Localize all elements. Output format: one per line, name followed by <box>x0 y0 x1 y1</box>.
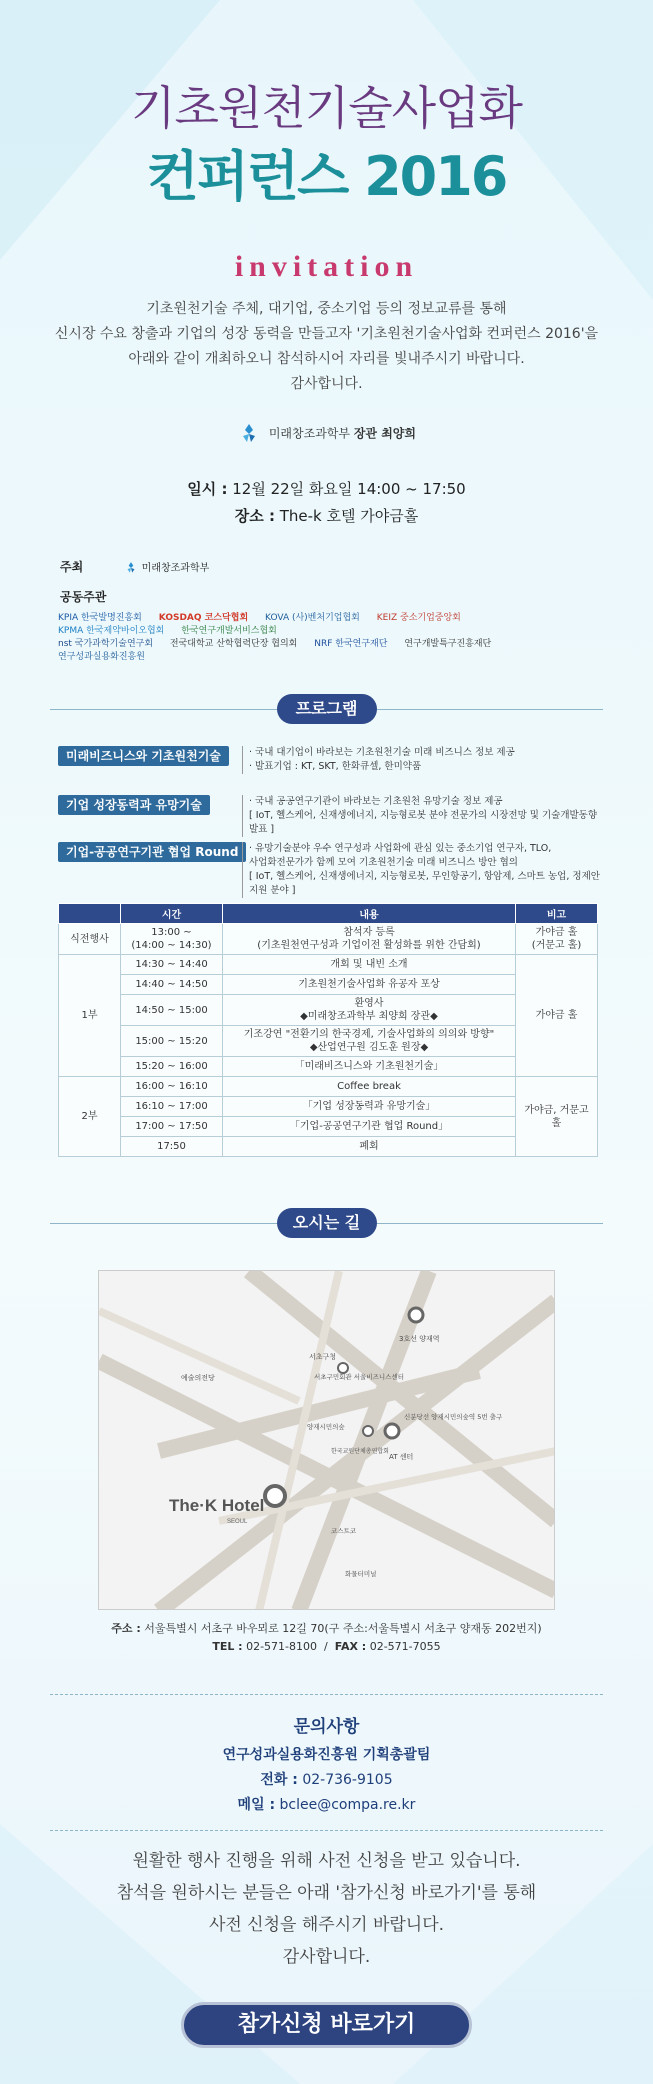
intro-text <box>0 297 653 397</box>
directions-title: 오시는 길 <box>277 1208 377 1238</box>
program-tag: 기업 성장동력과 유망기술 <box>58 795 210 815</box>
map-label-kpa: 한국교원단체총연합회 <box>331 1448 389 1455</box>
session-content: 「기업 성장동력과 유망기술」 <box>223 1097 516 1117</box>
map-label-station2: 신분당선 양재시민의숲역 5번 출구 <box>404 1413 503 1421</box>
tel-number: 02-571-8100 <box>246 1640 318 1653</box>
map-hotel-name: The·K Hotel <box>169 1496 265 1515</box>
col-header: 시간 <box>121 904 223 924</box>
contact-org: 연구성과실용화진흥원 기획총괄팀 <box>222 1747 431 1763</box>
logo-compa: 연구성과실용화진흥원 <box>58 652 145 662</box>
session-time: 14:30 ~ 14:40 <box>121 955 223 975</box>
logo-kpia: KPIA 한국발명진흥회 <box>58 613 142 623</box>
session-content: 환영사 ◆미래창조과학부 최양희 장관◆ <box>223 995 516 1026</box>
phone-label: 전화 : <box>260 1772 298 1788</box>
session-label: 식전행사 <box>59 924 121 955</box>
session-time: 15:20 ~ 16:00 <box>121 1057 223 1077</box>
mail-label: 메일 : <box>237 1797 276 1813</box>
notice-text <box>0 1845 653 1973</box>
place-label: 장소 : <box>234 507 275 525</box>
session-time: 15:00 ~ 15:20 <box>121 1026 223 1057</box>
session-note: 가야금 홀 (거문고 홀) <box>516 924 598 955</box>
sender-title: 장관 최양희 <box>353 426 416 441</box>
session-content: 폐회 <box>223 1137 516 1157</box>
table-row <box>59 924 598 955</box>
directions-section-header <box>50 1208 603 1238</box>
logo-nst: nst 국가과학기술연구회 <box>58 639 154 649</box>
address-text: 서울특별시 서초구 바우뫼로 12길 70(구 주소:서울특별시 서초구 양재동 202번지) <box>144 1622 542 1635</box>
host-label: 주최 <box>60 560 84 574</box>
contact-block <box>0 1712 653 1818</box>
session-content: 기조강연 "전환기의 한국경제, 기술사업화의 의의와 방향" ◆산업연구원 김도훈 원장◆ <box>223 1026 516 1057</box>
session-time: 16:00 ~ 16:10 <box>121 1077 223 1097</box>
logo-kova: KOVA (사)벤처기업협회 <box>265 613 360 623</box>
ministry-logo-icon <box>237 422 261 446</box>
contact-phone: 02-736-9105 <box>302 1772 393 1788</box>
event-place: The-k 호텔 가야금홀 <box>279 507 419 525</box>
col-header <box>59 904 121 924</box>
table-row <box>59 1077 598 1097</box>
tel-label: TEL : <box>212 1640 243 1653</box>
logo-university: 전국대학교 산학협력단장 협의회 <box>169 639 298 649</box>
apply-button[interactable]: 참가신청 바로가기 <box>181 2002 472 2048</box>
ministry-logo-icon <box>124 561 138 575</box>
event-info <box>0 476 653 530</box>
map-label-coast: 코스트코 <box>331 1527 357 1535</box>
divider <box>50 1694 603 1695</box>
program-tag: 미래비즈니스와 기초원천기술 <box>58 746 229 766</box>
title-line2: 컨퍼런스 2016 <box>146 145 507 208</box>
table-header-row <box>59 904 598 924</box>
title-line1: 기초원천기술사업화 <box>131 81 522 135</box>
session-content: Coffee break <box>223 1077 516 1097</box>
program-desc-line: 사업화전문가가 함께 모여 기초원천기술 미래 비즈니스 방안 협의 <box>249 857 518 868</box>
program-desc <box>242 746 602 774</box>
map-hotel-sub: SEOUL <box>227 1519 248 1525</box>
map-label-station1: 3호선 양재역 <box>399 1335 440 1343</box>
host-name: 미래창조과학부 <box>141 563 210 574</box>
logo-keiz: KEIZ 중소기업중앙회 <box>376 613 461 623</box>
program-desc-line: · 국내 대기업이 바라보는 기초원천기술 미래 비즈니스 정보 제공 <box>249 747 515 758</box>
session-content: 「미래비즈니스와 기초원천기술」 <box>223 1057 516 1077</box>
co-organizers-label: 공동주관 <box>60 590 107 604</box>
program-tag: 기업-공공연구기관 협업 Round <box>58 842 246 862</box>
map-label-at: AT 센터 <box>389 1453 414 1461</box>
divider <box>50 1830 603 1831</box>
session-note: 가야금, 거문고 홀 <box>516 1077 598 1157</box>
logo-kosdaq: KOSDAQ 코스닥협회 <box>158 613 249 623</box>
notice-line: 참석을 원하시는 분들은 아래 '참가신청 바로가기'를 통해 <box>116 1883 537 1903</box>
session-label: 2부 <box>59 1077 121 1157</box>
logo-innopolis: 연구개발특구진흥재단 <box>404 639 492 649</box>
notice-line: 사전 신청을 해주시기 바랍니다. <box>208 1915 445 1935</box>
program-desc-line: · 발표기업 : KT, SKT, 한화큐셀, 한미약품 <box>249 761 422 772</box>
location-map[interactable] <box>98 1270 555 1610</box>
session-time: 14:40 ~ 14:50 <box>121 975 223 995</box>
address-block: 주소 : 서울특별시 서초구 바우뫼로 12길 70(구 주소:서울특별시 서초구 양재동 202번지) TEL : 02-571-8100 / FAX : 02-571-7055 <box>111 1622 542 1653</box>
logo-nrf: NRF 한국연구재단 <box>314 639 388 649</box>
session-time: 17:00 ~ 17:50 <box>121 1117 223 1137</box>
map-drawing <box>99 1271 555 1610</box>
logo-kpma: KPMA 한국제약바이오협회 <box>58 626 165 636</box>
table-row <box>59 955 598 975</box>
notice-line: 원활한 행사 진행을 위해 사전 신청을 받고 있습니다. <box>132 1851 521 1871</box>
fax-label: FAX : <box>334 1640 367 1653</box>
program-title: 프로그램 <box>277 694 377 724</box>
session-content: 참석자 등록 (기초원천연구성과 기업이전 활성화를 위한 간담회) <box>223 924 516 955</box>
map-label-yangjae: 양재시민의숲 <box>307 1423 345 1431</box>
program-section-header <box>50 694 603 724</box>
session-content: 「기업-공공연구기관 협업 Round」 <box>223 1117 516 1137</box>
date-label: 일시 : <box>187 480 228 498</box>
session-time: 16:10 ~ 17:00 <box>121 1097 223 1117</box>
intro-line: 기초원천기술 주체, 대기업, 중소기업 등의 정보교류를 통해 <box>146 301 507 317</box>
program-desc-line: · 국내 공공연구기관이 바라보는 기초원천 유망기술 정보 제공 <box>249 796 503 807</box>
intro-line: 아래와 같이 개최하오니 참석하시어 자리를 빛내주시기 바랍니다. <box>128 351 525 367</box>
session-content: 기초원천기술사업화 유공자 포상 <box>223 975 516 995</box>
contact-mail[interactable]: bclee@compa.re.kr <box>279 1797 416 1813</box>
logo-rnd-service: 한국연구개발서비스협회 <box>181 626 277 636</box>
invitation-heading: invitation <box>234 250 419 283</box>
address-label: 주소 : <box>111 1622 141 1635</box>
co-organizer-logos-row2 <box>58 636 598 662</box>
program-desc <box>242 842 602 898</box>
col-header: 비고 <box>516 904 598 924</box>
map-label-seocho-hall: 서초구민회관 서울비즈니스센터 <box>314 1373 404 1381</box>
session-content: 개회 및 내빈 소개 <box>223 955 516 975</box>
contact-heading: 문의사항 <box>293 1717 360 1737</box>
program-desc-line: [ IoT, 헬스케어, 신재생에너지, 지능형로봇 분야 전문가의 시장전망 및 기술개발동향 발표 ] <box>249 810 598 835</box>
session-label: 1부 <box>59 955 121 1077</box>
sender-org: 미래창조과학부 <box>268 426 350 441</box>
schedule-table <box>58 903 598 1157</box>
event-date: 12월 22일 화요일 14:00 ~ 17:50 <box>232 480 466 498</box>
session-note: 가야금 홀 <box>516 955 598 1077</box>
session-time: 13:00 ~ (14:00 ~ 14:30) <box>121 924 223 955</box>
map-label-yesul: 예술의전당 <box>181 1374 215 1382</box>
program-desc-line: · 유망기술분야 우수 연구성과 사업화에 관심 있는 중소기업 연구자, TLO, <box>249 843 552 854</box>
session-time: 17:50 <box>121 1137 223 1157</box>
program-desc-line: [ IoT, 헬스케어, 신재생에너지, 지능형로봇, 무인항공기, 항암제, 스마트 농업, 정제안지원 분야 ] <box>249 871 600 896</box>
map-label-seocho-gu: 서초구청 <box>309 1353 337 1361</box>
intro-line: 신시장 수요 창출과 기업의 성장 동력을 만들고자 '기초원천기술사업화 컨퍼런스 2016'을 <box>54 326 599 342</box>
notice-line: 감사합니다. <box>282 1947 371 1967</box>
col-header: 내용 <box>223 904 516 924</box>
program-desc <box>242 795 602 837</box>
session-time: 14:50 ~ 15:00 <box>121 995 223 1026</box>
sender <box>0 422 653 446</box>
fax-number: 02-571-7055 <box>369 1640 441 1653</box>
intro-line: 감사합니다. <box>290 376 363 392</box>
co-organizer-logos-row1 <box>58 610 598 636</box>
map-label-flower: 화물터미널 <box>345 1570 377 1578</box>
host-row <box>60 558 209 575</box>
